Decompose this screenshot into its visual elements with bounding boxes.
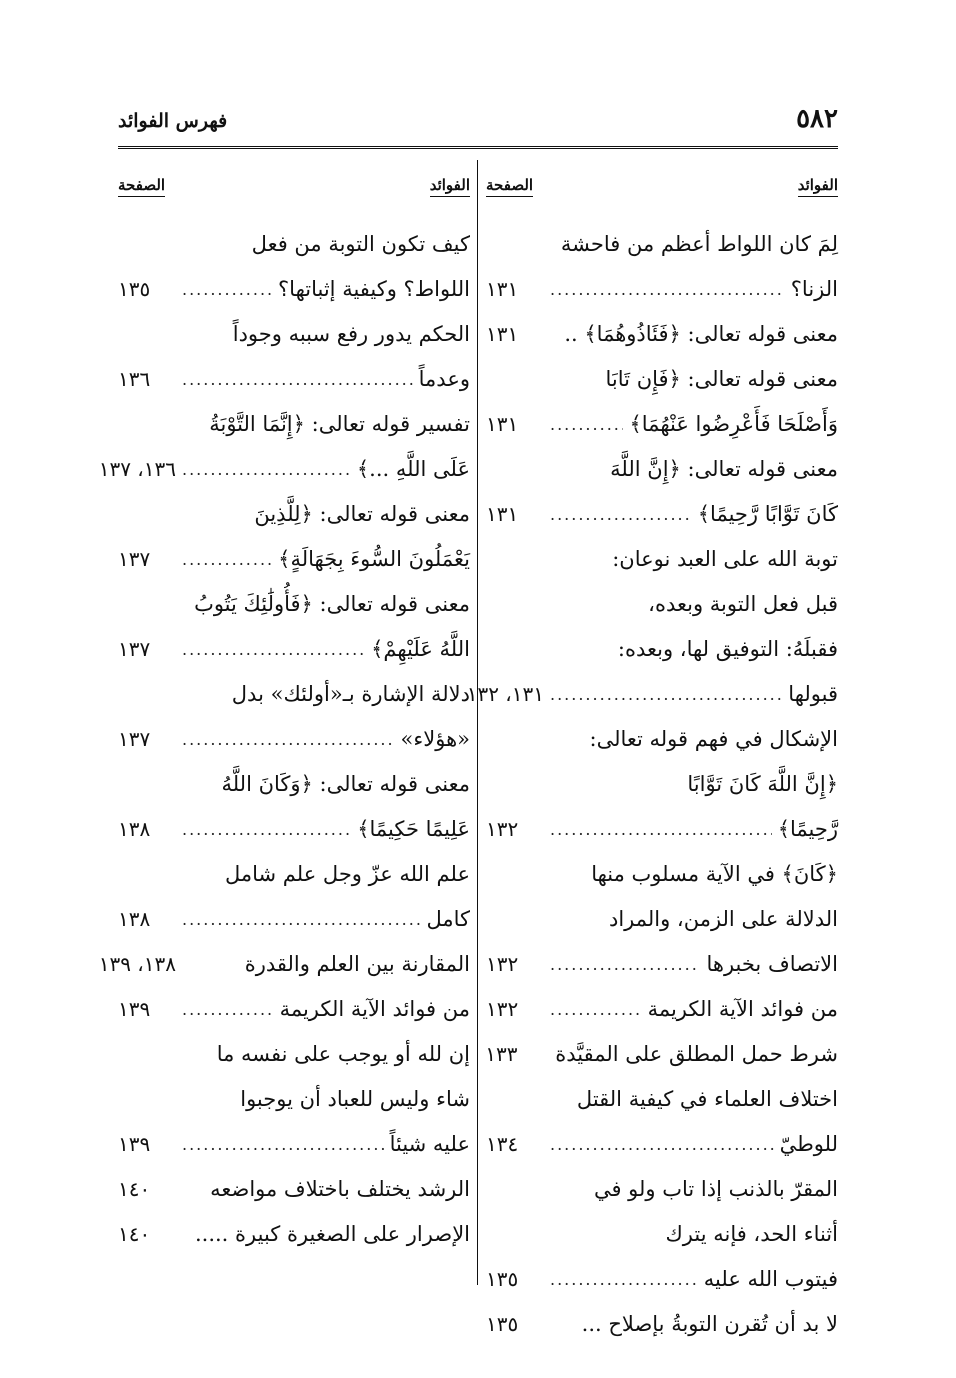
- index-entry: [486, 1032, 838, 1077]
- entry-text: «هؤلاء»: [400, 727, 470, 751]
- entry-line: [118, 1032, 470, 1077]
- dot-leader: [550, 402, 623, 447]
- page-ref: ١٣٨: [118, 907, 151, 931]
- dot-leader: [182, 807, 351, 852]
- entry-text: معنى قوله تعالى: ﴿لِلَّذِينَ: [254, 502, 470, 526]
- index-entry: [118, 987, 470, 1032]
- entry-text: كيف تكون التوبة من فعل: [251, 232, 470, 256]
- entry-line: [118, 717, 470, 762]
- entry-line: [98, 447, 470, 492]
- page-ref: ١٣١: [486, 502, 519, 526]
- entry-line: [118, 807, 470, 852]
- entry-line: [118, 492, 470, 537]
- entry-text: تفسير قوله تعالى: ﴿إِنَّمَا التَّوْبَةُ: [209, 412, 470, 436]
- entry-text: أثناء الحد، فإنه يترك: [665, 1222, 838, 1246]
- entry-line: [486, 987, 838, 1032]
- entry-text: توبة الله على العبد نوعان:: [612, 547, 838, 571]
- index-entry: [486, 222, 838, 312]
- entry-text: من فوائد الآية الكريمة: [279, 997, 470, 1021]
- index-entry: [486, 1302, 838, 1347]
- page-ref: ١٣٦: [118, 367, 151, 391]
- index-entry: [118, 312, 470, 402]
- entry-text: عليه شيئاً: [389, 1132, 470, 1156]
- entry-line: [486, 1122, 838, 1167]
- index-entry: [118, 762, 470, 852]
- entry-text: عَلَى اللَّهِ ...﴾: [356, 457, 470, 481]
- page-ref: ١٣٦، ١٣٧: [98, 457, 176, 481]
- entry-text: شرط حمل المطلق على المقيَّدة: [555, 1042, 838, 1066]
- index-entry: [486, 717, 838, 852]
- dot-leader: [550, 267, 785, 312]
- dot-leader: [550, 1257, 698, 1302]
- topic-column-label: الفوائد: [798, 176, 838, 197]
- entry-text: الدلالة على الزمن، والمراد: [608, 907, 838, 931]
- dot-leader: [182, 267, 272, 312]
- index-entry: [118, 852, 470, 942]
- entry-line: [118, 852, 470, 897]
- index-entry: [486, 987, 838, 1032]
- entry-line: [118, 267, 470, 312]
- entry-text: اختلاف العلماء في كيفية القتل: [576, 1087, 838, 1111]
- dot-leader: [182, 717, 395, 762]
- entry-text: وعدماً: [418, 367, 470, 391]
- page-ref: ١٣٢: [486, 997, 519, 1021]
- entry-text: كَانَ تَوَّابًا رَّحِيمًا﴾: [697, 502, 838, 526]
- page-ref: ١٣٣: [485, 1042, 518, 1066]
- entry-text: المقرّ بالذنب إذا تاب ولو في: [593, 1177, 838, 1201]
- dot-leader: [550, 672, 782, 717]
- index-entry: [486, 447, 838, 537]
- entry-line: [486, 627, 838, 672]
- entry-line: [118, 762, 470, 807]
- dot-leader: [182, 627, 365, 672]
- index-entry: [486, 852, 838, 987]
- entry-text: لِمَ كان اللواط أعظم من فاحشة: [560, 232, 838, 256]
- entry-text: اللواط؟ وكيفية إثباتها؟: [278, 277, 470, 301]
- entry-text: الإصرار على الصغيرة كبيرة .....: [194, 1222, 470, 1246]
- entry-line: [118, 627, 470, 672]
- dot-leader: [182, 447, 351, 492]
- page-ref: ١٣٤: [486, 1132, 519, 1156]
- dot-leader: [182, 1122, 384, 1167]
- index-entries: [98, 222, 470, 1257]
- entry-line: [98, 942, 470, 987]
- page-ref: ١٣٢: [486, 952, 519, 976]
- entry-text: شاء وليس للعباد أن يوجبوا: [240, 1087, 470, 1111]
- dot-leader: [182, 897, 420, 942]
- entry-text: فيتوب الله عليه: [703, 1267, 838, 1291]
- page-ref: ١٣٧: [118, 727, 151, 751]
- entry-text: ﴿كَانَ﴾ في الآية مسلوب منها: [591, 862, 838, 886]
- page-column-label: الصفحة: [118, 176, 165, 197]
- entry-line: [486, 942, 838, 987]
- entry-line: [118, 897, 470, 942]
- dot-leader: [550, 807, 772, 852]
- index-entry: [486, 357, 838, 447]
- entry-line: [118, 222, 470, 267]
- dot-leader: [550, 492, 692, 537]
- dot-leader: [182, 537, 272, 582]
- entry-text: المقارنة بين العلم والقدرة: [244, 952, 470, 976]
- entry-text: معنى قوله تعالى: ﴿فَإِن تَابَا: [605, 367, 838, 391]
- index-entry: [118, 1167, 470, 1212]
- entry-line: [486, 807, 838, 852]
- entry-line: [486, 492, 838, 537]
- entry-text: عَلِيمًا حَكِيمًا﴾: [357, 817, 470, 841]
- header-rule: [118, 146, 838, 151]
- entry-text: لا بد أن تُقرن التوبةُ بإصلاح ...: [581, 1312, 838, 1336]
- dot-leader: [182, 987, 274, 1032]
- entry-text: قبولها: [788, 682, 838, 706]
- topic-column-label: الفوائد: [430, 176, 470, 197]
- entry-text: الاتصاف بخبرها: [706, 952, 838, 976]
- page-ref: ١٤٠: [118, 1177, 151, 1201]
- index-entry: [118, 222, 470, 312]
- entry-text: يَعْمَلُونَ السُّوءَ بِجَهَالَةٍ﴾: [278, 547, 470, 571]
- page-ref: ١٣١: [486, 277, 519, 301]
- index-entry: [486, 1167, 838, 1302]
- entry-line: [118, 987, 470, 1032]
- page-ref: ١٣١: [486, 322, 519, 346]
- page-ref: ١٣٩: [118, 1132, 151, 1156]
- page-ref: ١٣١: [486, 412, 519, 436]
- index-entry: [118, 582, 470, 672]
- index-entry: [98, 942, 470, 987]
- entry-line: [486, 357, 838, 402]
- index-entry: [118, 1212, 470, 1257]
- entry-line: [486, 762, 838, 807]
- page-ref: ١٣٨: [118, 817, 151, 841]
- dot-leader: [182, 357, 413, 402]
- entry-text: فقبلَهُ: التوفيق لها، وبعده:: [617, 637, 838, 661]
- dot-leader: [550, 987, 642, 1032]
- entry-line: [486, 1077, 838, 1122]
- page-ref: ١٣٢: [486, 817, 519, 841]
- right-column: [466, 168, 838, 1336]
- left-column: [98, 168, 470, 1298]
- entry-text: دلالة الإشارة بـ«أولئك» بدل: [231, 682, 470, 706]
- entry-line: [486, 1212, 838, 1257]
- entry-text: من فوائد الآية الكريمة: [647, 997, 838, 1021]
- entry-text: وَأَصْلَحَا فَأَعْرِضُوا عَنْهُمَا﴾: [629, 412, 838, 436]
- entry-text: الإشكال في فهم قوله تعالى:: [589, 727, 838, 751]
- column-divider: [477, 160, 478, 1285]
- running-title: فهرس الفوائد: [118, 110, 228, 132]
- entry-line: [486, 222, 838, 267]
- entry-line: [118, 1167, 470, 1212]
- entry-text: معنى قوله تعالى: ﴿فَئَاذُوهُمَا﴾ ..: [564, 322, 838, 346]
- entry-line: [118, 1212, 470, 1257]
- entry-text: للوطيّ: [779, 1132, 838, 1156]
- page-ref: ١٣٥: [118, 277, 151, 301]
- entry-line: [486, 1167, 838, 1212]
- dot-leader: [550, 942, 700, 987]
- page-ref: ١٣١، ١٣٢: [466, 682, 544, 706]
- page-ref: ١٣٩: [118, 997, 151, 1021]
- entry-line: [118, 582, 470, 627]
- dot-leader: [550, 1122, 774, 1167]
- column-header: [486, 168, 838, 208]
- page-ref: ١٣٧: [118, 637, 151, 661]
- entry-line: [486, 1032, 838, 1077]
- page-header: [118, 104, 838, 144]
- page-ref: ١٣٥: [486, 1312, 519, 1336]
- entry-line: [466, 672, 838, 717]
- entry-text: قبل فعل التوبة وبعده،: [648, 592, 838, 616]
- entry-text: ﴿إِنَّ اللَّهَ كَانَ تَوَّابًا: [687, 772, 838, 796]
- entry-text: كامل: [426, 907, 470, 931]
- entry-text: الزنا؟: [790, 277, 838, 301]
- page-number: ٥٨٢: [796, 104, 838, 134]
- index-entry: [118, 492, 470, 582]
- entry-line: [486, 537, 838, 582]
- entry-line: [118, 672, 470, 717]
- entry-text: علم الله عزّ وجل علم شامل: [224, 862, 470, 886]
- entry-line: [486, 852, 838, 897]
- entry-text: رَّحِيمًا﴾: [777, 817, 838, 841]
- entry-line: [486, 582, 838, 627]
- entry-text: معنى قوله تعالى: ﴿وَكَانَ اللَّهُ: [221, 772, 470, 796]
- page-ref: ١٣٥: [486, 1267, 519, 1291]
- entry-text: إن لله أو يوجب على نفسه ما: [216, 1042, 470, 1066]
- entry-line: [486, 1302, 838, 1347]
- entry-line: [118, 1077, 470, 1122]
- index-entry: [118, 672, 470, 762]
- entry-text: الحكم يدور رفع سببه وجوداً: [232, 322, 470, 346]
- index-entry: [98, 402, 470, 492]
- entry-line: [118, 402, 470, 447]
- page-ref: ١٣٨، ١٣٩: [98, 952, 176, 976]
- index-entry: [118, 1032, 470, 1167]
- index-entry: [466, 537, 838, 717]
- entry-text: معنى قوله تعالى: ﴿فَأُولَٰئِكَ يَتُوبُ: [194, 592, 470, 616]
- entry-text: الرشد يختلف باختلاف مواضعه: [210, 1177, 470, 1201]
- entry-line: [118, 357, 470, 402]
- entry-line: [486, 312, 838, 357]
- page-ref: ١٣٧: [118, 547, 151, 571]
- entry-line: [118, 537, 470, 582]
- index-entry: [486, 1077, 838, 1167]
- page-ref: ١٤٠: [118, 1222, 151, 1246]
- entry-line: [118, 1122, 470, 1167]
- entry-line: [486, 447, 838, 492]
- entry-line: [486, 402, 838, 447]
- page-column-label: الصفحة: [486, 176, 533, 197]
- index-entries: [466, 222, 838, 1347]
- entry-line: [486, 897, 838, 942]
- index-entry: [486, 312, 838, 357]
- entry-line: [118, 312, 470, 357]
- entry-line: [486, 267, 838, 312]
- entry-line: [486, 1257, 838, 1302]
- column-header: [118, 168, 470, 208]
- entry-text: اللَّهُ عَلَيْهِمْ﴾: [371, 637, 470, 661]
- entry-text: معنى قوله تعالى: ﴿إِنَّ اللَّهَ: [610, 457, 838, 481]
- entry-line: [486, 717, 838, 762]
